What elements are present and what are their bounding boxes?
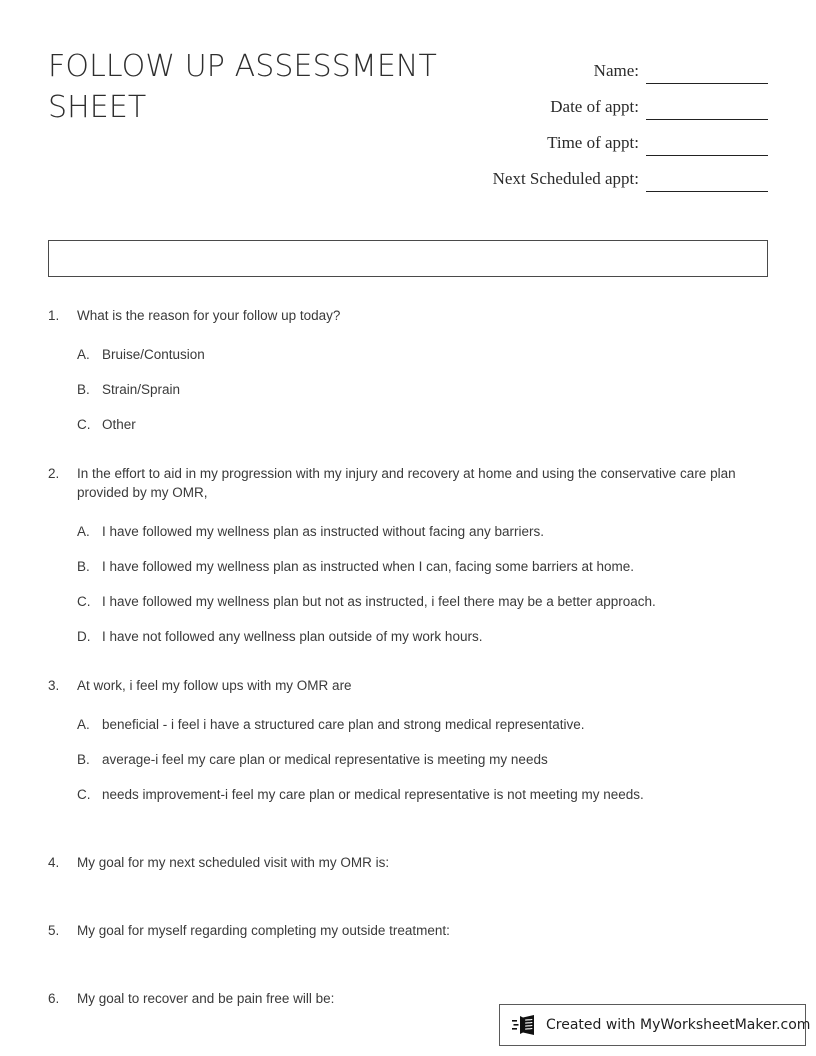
option-text-1-c: Other — [102, 417, 136, 432]
option-2-d[interactable] — [77, 627, 768, 646]
question-2 — [48, 464, 768, 502]
spacer-2 — [48, 646, 768, 676]
question-text-2: In the effort to aid in my progression with my injury and recovery at home and using the conservative care plan provided by my OMR, — [77, 466, 736, 500]
field-row-next-scheduled-appt — [472, 156, 768, 192]
field-row-name — [472, 48, 768, 84]
field-label-next-scheduled-appt: Next Scheduled appt: — [492, 169, 639, 188]
option-text-1-b: Strain/Sprain — [102, 382, 181, 397]
spacer-4 — [48, 872, 768, 921]
option-text-2-d: I have not followed any wellness plan outside of my work hours. — [102, 629, 483, 644]
spacer-1 — [48, 434, 768, 464]
question-5 — [48, 921, 768, 940]
question-text-4: My goal for my next scheduled visit with my OMR is: — [77, 855, 390, 870]
option-letter-2-a: A. — [77, 524, 90, 539]
field-input-next-scheduled-appt[interactable] — [646, 170, 768, 192]
option-2-a[interactable] — [77, 522, 768, 541]
question-text-6: My goal to recover and be pain free will be: — [77, 991, 335, 1006]
footer-attribution-badge[interactable] — [499, 1004, 811, 1046]
question-text-3: At work, i feel my follow ups with my OMR are — [77, 678, 352, 693]
option-1-c[interactable] — [77, 415, 768, 434]
option-text-3-a: beneficial - i feel i have a structured care plan and strong medical representative. — [102, 717, 585, 732]
question-3 — [48, 676, 768, 695]
option-letter-1-b: B. — [77, 382, 90, 397]
option-letter-1-a: A. — [77, 347, 90, 362]
question-number-4: 4. — [48, 855, 60, 870]
question-4 — [48, 853, 768, 872]
field-input-date-of-appt[interactable] — [646, 98, 768, 120]
field-row-time-of-appt — [472, 120, 768, 156]
option-letter-3-a: A. — [77, 717, 90, 732]
question-number-6: 6. — [48, 991, 60, 1006]
option-2-c[interactable] — [77, 592, 768, 611]
field-input-name[interactable] — [646, 62, 768, 84]
question-block-5 — [48, 921, 768, 940]
page-header — [48, 44, 768, 192]
options-3 — [77, 715, 768, 804]
option-1-a[interactable] — [77, 345, 768, 364]
footer-attribution-text: Created with MyWorksheetMaker.com — [546, 1017, 811, 1033]
option-2-b[interactable] — [77, 557, 768, 576]
question-1 — [48, 306, 768, 325]
option-text-1-a: Bruise/Contusion — [102, 347, 205, 362]
option-text-2-a: I have followed my wellness plan as instructed without facing any barriers. — [102, 524, 544, 539]
page-title: FOLLOW UP ASSESSMENT SHEET — [48, 49, 437, 125]
top-answer-box[interactable] — [48, 240, 768, 277]
spacer-3 — [48, 804, 768, 853]
question-number-5: 5. — [48, 923, 60, 938]
options-1 — [77, 345, 768, 434]
spacer-5 — [48, 940, 768, 989]
options-2 — [77, 522, 768, 646]
option-3-b[interactable] — [77, 750, 768, 769]
option-letter-3-c: C. — [77, 787, 91, 802]
question-block-4 — [48, 853, 768, 872]
field-label-name: Name: — [593, 61, 639, 80]
field-label-time-of-appt: Time of appt: — [547, 133, 639, 152]
header-fields — [472, 44, 768, 192]
question-number-1: 1. — [48, 308, 60, 323]
option-3-a[interactable] — [77, 715, 768, 734]
question-block-1 — [48, 306, 768, 434]
option-text-2-c: I have followed my wellness plan but not as instructed, i feel there may be a better approach. — [102, 594, 656, 609]
question-text-5: My goal for myself regarding completing my outside treatment: — [77, 923, 450, 938]
option-letter-1-c: C. — [77, 417, 91, 432]
field-label-date-of-appt: Date of appt: — [550, 97, 639, 116]
option-text-2-b: I have followed my wellness plan as instructed when I can, facing some barriers at home. — [102, 559, 635, 574]
option-text-3-b: average-i feel my care plan or medical representative is meeting my needs — [102, 752, 548, 767]
question-text-1: What is the reason for your follow up today? — [77, 308, 341, 323]
option-3-c[interactable] — [77, 785, 768, 804]
option-text-3-c: needs improvement-i feel my care plan or medical representative is not meeting my needs. — [102, 787, 644, 802]
question-block-3 — [48, 676, 768, 804]
option-letter-2-c: C. — [77, 594, 91, 609]
field-input-time-of-appt[interactable] — [646, 134, 768, 156]
option-letter-3-b: B. — [77, 752, 90, 767]
question-number-2: 2. — [48, 466, 60, 481]
question-number-3: 3. — [48, 678, 60, 693]
option-1-b[interactable] — [77, 380, 768, 399]
worksheet-maker-logo-icon — [512, 1013, 538, 1037]
field-row-date-of-appt — [472, 84, 768, 120]
option-letter-2-b: B. — [77, 559, 90, 574]
questions-list — [48, 306, 768, 1008]
option-letter-2-d: D. — [77, 629, 91, 644]
question-block-2 — [48, 464, 768, 646]
